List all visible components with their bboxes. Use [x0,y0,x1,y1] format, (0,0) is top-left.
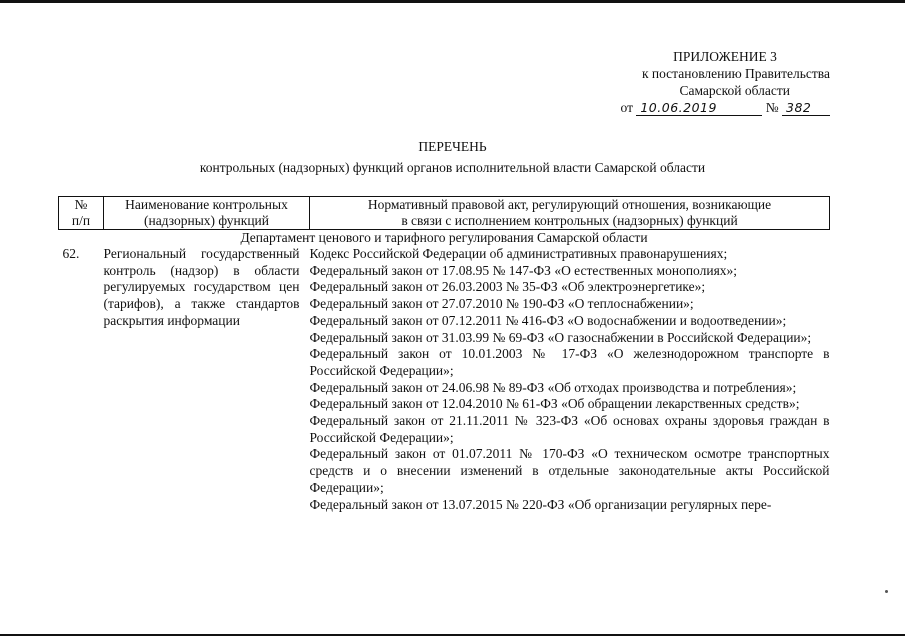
table-row [59,246,830,513]
header-number [59,197,104,230]
header-function-line-2: (надзорных) функций [143,213,270,228]
act-item: Федеральный закон от 17.08.95 № 147-ФЗ «О естественных монополиях»; [309,262,738,278]
act-item: Федеральный закон от 13.07.2015 № 220-ФЗ «Об организации регулярных пере- [309,496,772,512]
header-function-line-1: Наименование контрольных [125,197,288,212]
appendix-line-1: к постановлению Правительства [641,66,830,81]
act-item: Федеральный закон от 24.06.98 № 89-ФЗ «Об отходах производства и потребления»; [309,379,797,395]
header-acts-line-1: Нормативный правовой акт, регулирующий отношения, возникающие [367,197,772,212]
act-item: Федеральный закон от 07.12.2011 № 416-ФЗ «О водоснабжении и водоотведении»; [309,312,787,328]
act-item: Федеральный закон от 01.07.2011 № 170-ФЗ «О техническом осмотре транспортных средств и о внесении изменений в отдельные законодательные акты Российской Федерации»; [309,446,830,495]
act-item: Федеральный закон от 10.01.2003 № 17-ФЗ «О железнодорожном транспорте в Российской Федерации»; [309,346,830,378]
appendix-title: ПРИЛОЖЕНИЕ 3 [673,49,777,64]
act-item: Федеральный закон от 12.04.2010 № 61-ФЗ «Об обращении лекарственных средств»; [309,396,800,412]
heading-title: ПЕРЕЧЕНЬ [418,139,487,154]
number-prefix: № [765,100,779,115]
top-rule [0,0,905,3]
document-heading [0,138,905,177]
act-item: Кодекс Российской Федерации об административных правонарушениях; [309,246,728,261]
handwritten-date: 10.06.2019 [636,101,762,116]
header-number-line-2: п/п [71,213,91,228]
header-function [104,197,310,230]
handwritten-number: 382 [782,101,830,116]
heading-subtitle: контрольных (надзорных) функций органов исполнительной власти Самарской области [199,160,706,175]
header-acts-line-2: в связи с исполнением контрольных (надзорных) функций [401,213,738,228]
act-item: Федеральный закон от 21.11.2011 № 323-ФЗ «Об основах охраны здоровья граждан в Российской Федерации»; [309,413,830,445]
appendix-block [560,48,830,116]
table-header-row [59,197,830,230]
row-number: 62. [62,246,80,261]
functions-table [58,196,830,513]
header-number-line-1: № [74,197,88,212]
act-item: Федеральный закон от 26.03.2003 № 35-ФЗ «Об электроэнергетике»; [309,279,706,295]
appendix-line-2: Самарской области [679,83,790,98]
date-prefix: от [620,100,633,115]
act-item: Федеральный закон от 31.03.99 № 69-ФЗ «О газоснабжении в Российской Федерации»; [309,329,812,345]
bottom-rule [0,634,905,636]
department-name: Департамент ценового и тарифного регулирования Самарской области [240,230,648,245]
header-acts [310,197,830,230]
appendix-date-row [560,99,830,116]
scan-mark [885,590,888,593]
row-acts [310,246,830,513]
row-function: Региональный государственный контроль (надзор) в области регулируемых государством цен (тарифов), а также стандартов раскрытия информации [103,246,300,328]
act-item: Федеральный закон от 27.07.2010 № 190-ФЗ «О теплоснабжении»; [309,296,694,312]
department-row [59,230,830,247]
